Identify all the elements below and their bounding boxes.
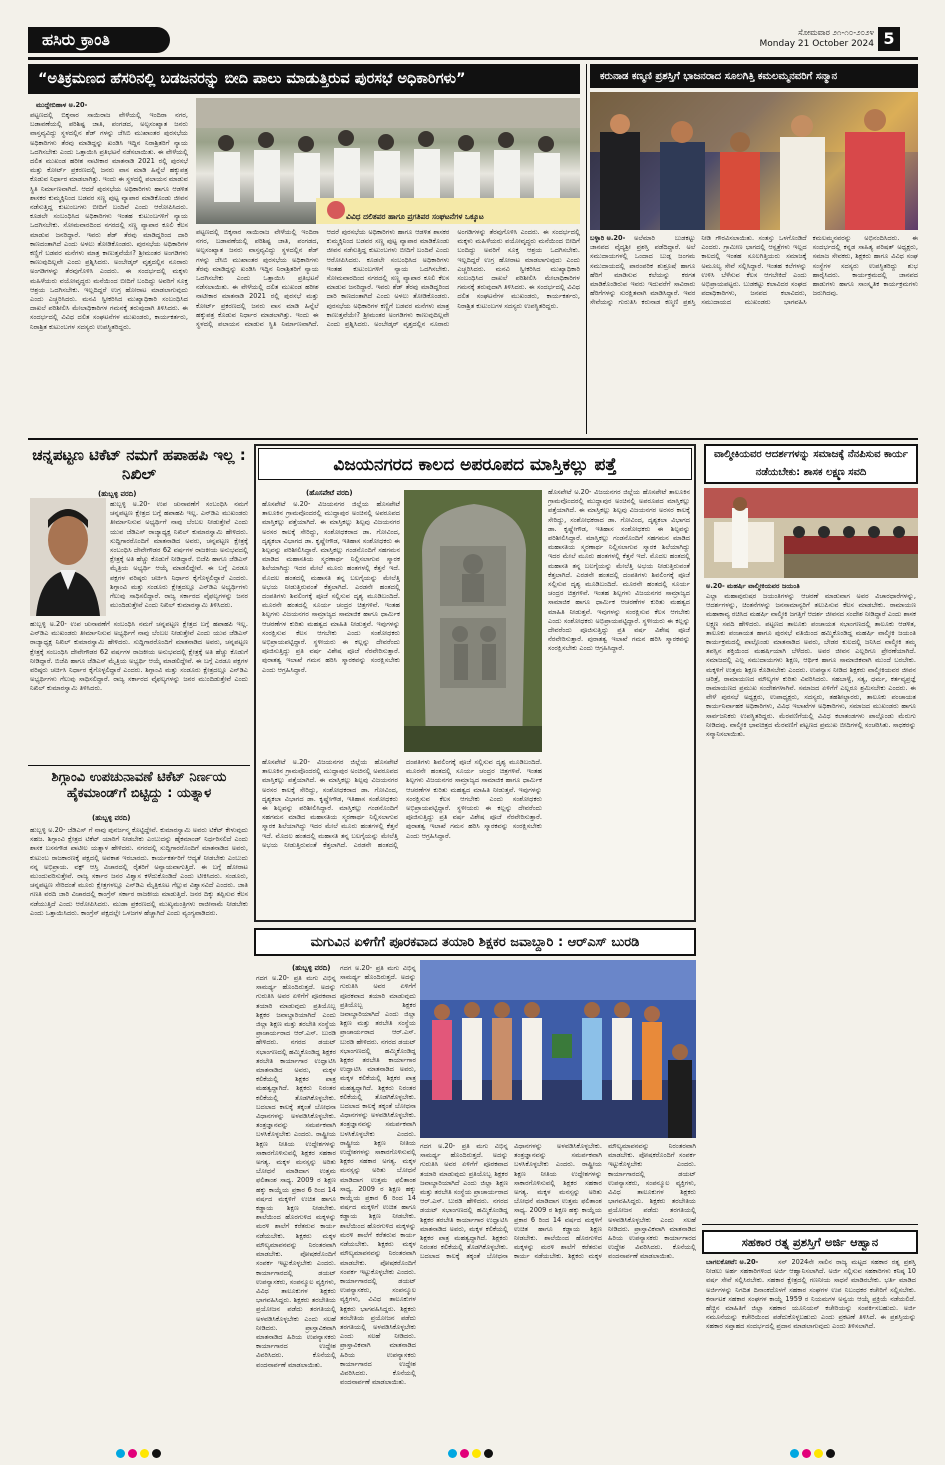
story5-photo <box>404 490 542 752</box>
hero-stone-photo <box>404 490 542 752</box>
black-registration-dot <box>484 1449 493 1458</box>
black-registration-dot <box>826 1449 835 1458</box>
story1-headline: “ಅತಿಕ್ರಮಣದ ಹೆಸರಿನಲ್ಲಿ ಬಡಜನರನ್ನು ಬೀದಿ ಪಾಲು ಮಾಡುತ್ತಿರುವ ಪುರಸಭೆ ಅಧಿಕಾರಿಗಳು” <box>28 64 580 94</box>
story3-divider <box>28 765 250 766</box>
story1-photo-caption: ವಿವಿಧ ದಲಿತಪರ ಹಾಗೂ ಪ್ರಗತಿಪರ ಸಂಘಟನೆಗಳ ಒಕ್ಕೂಟ <box>346 212 484 221</box>
story3-headline: ಚನ್ನಪಟ್ಟಣ ಟಿಕೆಟ್ ನಮಗೆ ಹಪಾಹಪಿ ಇಲ್ಲ : ನಿಖಿಲ್ <box>32 446 246 483</box>
story5-body-right: ಹೊಸಪೇಟೆ ಅ.20- ವಿಜಯನಗರ ಜಿಲ್ಲೆಯ ಹೊಸಪೇಟೆ ತಾಲೂಕಿನ ಗ್ರಾಮವೊಂದರಲ್ಲಿ ಮುದ್ದಾಪುರ ಅಂಚಿನಲ್ಲಿ ಅಪರೂಪದ ಮಾಸ್ತಿಕಲ್ಲು ಪತ್ತೆಯಾಗಿದೆ. ಈ ಮಾಸ್ತಿಕಲ್ಲು ಶಿಲ್ಪವು ವಿಜಯನಗರ ಅರಸರ ಕಾಲಕ್ಕೆ ಸೇರಿದ್ದು, ಸಂಶೋಧಕರಾದ ಡಾ. ಗೋವಿಂದ, ದೃಶ್ಯಕಲಾ ವಿಭಾಗದ ಡಾ. ಕೃಷ್ಣೇಗೌಡ, ಇತಿಹಾಸ ಸಂಶೋಧಕರು ಈ ಶಿಲ್ಪವನ್ನು ಪರಿಶೀಲಿಸಿದ್ದಾರೆ. ಮಾಸ್ತಿಕಲ್ಲು ಗಂಡನೊಂದಿಗೆ ಸಹಗಮನ ಮಾಡಿದ ಮಹಾಸತಿಯ ಸ್ಮರಣಾರ್ಥ ನಿಲ್ಲಿಸಲಾಗುವ ಸ್ಮಾರಕ ಶಿಲೆಯಾಗಿದ್ದು ಇದರ ಮೇಲೆ ಮೂರು ಹಂತಗಳಲ್ಲಿ ಕೆತ್ತನೆ ಇದೆ. ಮೊದಲ ಹಂತದಲ್ಲಿ ಮಹಾಸತಿ ತನ್ನ ಬಲಗೈಯನ್ನು ಮೇಲೆತ್ತಿ ಅಭಯ ನೀಡುತ್ತಿರುವಂತೆ ಕೆತ್ತಲಾಗಿದೆ. ಎರಡನೇ ಹಂತದಲ್ಲಿ ದಂಪತಿಗಳು ಶಿವಲಿಂಗಕ್ಕೆ ಪೂಜೆ ಸಲ್ಲಿಸುವ ದೃಶ್ಯ ಮೂಡಿಬಂದಿದೆ. ಮೂರನೇ ಹಂತದಲ್ಲಿ ಸೂರ್ಯ ಚಂದ್ರರ ಚಿತ್ರಗಳಿವೆ. ಇಂತಹ ಶಿಲ್ಪಗಳು ವಿಜಯನಗರ ಸಾಮ್ರಾಜ್ಯದ ಸಾಮಾಜಿಕ ಹಾಗೂ ಧಾರ್ಮಿಕ ಆಚರಣೆಗಳ ಕುರಿತು ಮಹತ್ವದ ಮಾಹಿತಿ ನೀಡುತ್ತವೆ. ಇವುಗಳನ್ನು ಸಂರಕ್ಷಿಸುವ ಕೆಲಸ ಆಗಬೇಕು ಎಂದು ಸಂಶೋಧಕರು ಅಭಿಪ್ರಾಯಪಟ್ಟಿದ್ದಾರೆ. ಸ್ಥಳೀಯರು ಈ ಕಲ್ಲನ್ನು ದೇವರೆಂದು ಪೂಜಿಸುತ್ತಿದ್ದು ಪ್ರತಿ ವರ್ಷ ವಿಶೇಷ ಪೂಜೆ ನೆರವೇರಿಸುತ್ತಾರೆ. ಪುರಾತತ್ವ ಇಲಾಖೆ ಗಮನ ಹರಿಸಿ ಸ್ಮಾರಕವನ್ನು ಸಂರಕ್ಷಿಸಬೇಕು ಎಂದು ಆಗ್ರಹಿಸಿದ್ದಾರೆ. <box>548 488 690 653</box>
registration-marks-right <box>790 1443 838 1462</box>
story1-body-col2: ಪಟ್ಟಣದಲ್ಲಿ ಬಿಕ್ಕನಾರ ಸಾಯಿರಾಜ ವೇಳೆಯಲ್ಲಿ ಇಂದಿರಾ ನಗರ, ಬಡಾವಣೆಯಲ್ಲಿ ಪರಿಶಿಷ್ಟ ಜಾತಿ, ಪಂಗಡದ, ಅಲ್ಪಸಂಖ್ಯಾತ ಜನರು ವಾಸ್ತವ್ಯವಿದ್ದು ಸ್ಥಳದಲ್ಲಿನ ಶೆಡ್ ಗಳನ್ನು ಜೆಸಿಬಿ ಮುಖಾಂತರ ಪುರಸಭೆಯ ಅಧಿಕಾರಿಗಳು ತೆರವು ಮಾಡಿದ್ದನ್ನು ಖಂಡಿಸಿ ಇದ್ದಿನ ನಿರಾಶ್ರಿತರಿಗೆ ನ್ಯಾಯ ಒದಗಿಸಬೇಕು ಎಂದು ಒತ್ತಾಯಿಸಿ ಪ್ರತಿಭಟನೆ ನಡೆಸಲಾಯಿತು. ಈ ವೇಳೆಯಲ್ಲಿ ದಲಿತ ಮುಖಂಡ ಹರೀಶ ನಾಟೀಕಾರ ಮಾತನಾಡಿ 2021 ರಲ್ಲಿ ಪುರಸಭೆ ಮತ್ತು ಕೋರ್ಟ್ ಪ್ರಕರಣದಲ್ಲಿ ಜನರು ವಾಸ ಮಾಡಿ ಹಿನ್ನೆಲೆ ಹಕ್ಕುಪತ್ರ ಕೊಡುವ ನಿರ್ಧಾರ ಮಾಡಲಾಗಿತ್ತು. ಇಂದು ಈ ಸ್ಥಳದಲ್ಲಿ ಪಲಾಯನ ಮಾಡುವ ಸ್ಥಿತಿ ನಿರ್ಮಾಣವಾಗಿದೆ. ಆದರೆ ಪುರಸಭೆಯ ಅಧಿಕಾರಿಗಳು ಹಾಗೂ ಆಡಳಿತ ಶಾಸಕರ ಕುಮ್ಮಕ್ಕಿನಿಂದ ಬಡವರ ಸಣ್ಣ ಪುಟ್ಟ ವ್ಯಾಪಾರ ಮಾಡಿಕೊಂಡು ಜೀವನ ನಡೆಸುತ್ತಿದ್ದ ಕುಟುಂಬಗಳು ಬೀದಿಗೆ ಬಂದಿವೆ ಎಂದು ಆರೋಪಿಸಿದರು. ಕೂಡಲೇ ಸಂಬಂಧಿಸಿದ ಅಧಿಕಾರಿಗಳು ಇಂತಹ ಕುಟುಂಬಗಳಿಗೆ ನ್ಯಾಯ ಒದಗಿಸಬೇಕು. ಸೋಮವಾರದಿಂದ ನಗರದಲ್ಲಿ ಸಣ್ಣ ವ್ಯಾಪಾರ ಕೂಲಿ ಕೆಲಸ ಮಾಡುವ ಜನರಿದ್ದಾರೆ. ಇವರು ಶೆಡ್ ತೆರವು ಮಾಡಿದ್ದರಿಂದ ದಾರಿ ಕಾಣದಂತಾಗಿದೆ ಎಂದು ಅಳಲು ತೋಡಿಕೊಂಡರು. ಪುರಸಭೆಯ ಅಧಿಕಾರಿಗಳ ಕಣ್ಣಿಗೆ ಬಡವರ ಮನೆಗಳು ಮಾತ್ರ ಕಾಣುತ್ತವೆಯೇ? ಶ್ರೀಮಂತರ ಅಂಗಡಿಗಳು ಕಾಣುವುದಿಲ್ಲವೇ ಎಂದು ಪ್ರಶ್ನಿಸಿದರು. ಅಂಬೇಡ್ಕರ್ ವೃತ್ತದಲ್ಲಿನ ನೂರಾರು ಅಂಗಡಿಗಳನ್ನು ತೆರವುಗೊಳಿಸಿ ಎಂದರು. ಈ ಸಂದರ್ಭದಲ್ಲಿ ಮಕ್ಕಳು ಮಹಿಳೆಯರು ವಯೋವೃದ್ಧರು ಮನೆಯಿಂದ ಬೀದಿಗೆ ಬಂದಿದ್ದು ಅವರಿಗೆ ಸೂಕ್ತ ಆಶ್ರಯ ಒದಗಿಸಬೇಕು. ಇಲ್ಲದಿದ್ದರೆ ಉಗ್ರ ಹೋರಾಟ ಮಾಡಲಾಗುವುದು ಎಂದು ಎಚ್ಚರಿಸಿದರು. ಮನವಿ ಸ್ವೀಕರಿಸಿದ ಮುಖ್ಯಾಧಿಕಾರಿ ಸಂಬಂಧಿಸಿದ ದಾಖಲೆ ಪರಿಶೀಲಿಸಿ ಮೇಲಾಧಿಕಾರಿಗಳ ಗಮನಕ್ಕೆ ತರುವುದಾಗಿ ತಿಳಿಸಿದರು. ಈ ಸಂದರ್ಭದಲ್ಲಿ ವಿವಿಧ ದಲಿತ ಸಂಘಟನೆಗಳ ಮುಖಂಡರು, ಕಾರ್ಯಕರ್ತರು, ನಿರಾಶ್ರಿತ ಕುಟುಂಬಗಳ ಸದಸ್ಯರು ಉಪಸ್ಥಿತರಿದ್ದರು. <box>196 228 580 329</box>
story5-byline: (ಹೊಸಪೇಟೆ ವರದಿ) <box>306 489 353 497</box>
story5-headline: ವಿಜಯನಗರದ ಕಾಲದ ಅಪರೂಪದ ಮಾಸ್ತಿಕಲ್ಲು ಪತ್ತೆ <box>258 448 692 480</box>
story7-byline: (ಹುಬ್ಬಳ್ಳಿ ವರದಿ) <box>292 964 331 972</box>
story6-headline: ವಾಲ್ಮೀಕಿಯವರ ಆದರ್ಶಗಳನ್ನು ಸಮಾಜಕ್ಕೆ ನೆನಪಿಸುವ ಕಾರ್ಯ ನಡೆಯಬೇಕು: ಶಾಸಕ ಲಕ್ಷ್ಮಣ ಸವದಿ <box>704 444 918 484</box>
registration-marks-center <box>448 1443 496 1462</box>
magenta-registration-dot <box>128 1449 137 1458</box>
yellow-registration-dot <box>140 1449 149 1458</box>
story8-body: ಸನ್ 2024ನೇ ಸಾಲಿನ ರಾಜ್ಯ ಮಟ್ಟದ ಸಹಕಾರ ರತ್ನ ಪ್ರಶಸ್ತಿ ನೀಡಲು ಅರ್ಹ ಸಹಕಾರಿಗಳಿಂದ ಅರ್ಜಿ ಆಹ್ವಾನಿಸಲಾಗಿದೆ. ಅರ್ಜಿ ಸಲ್ಲಿಸುವ ಸಹಕಾರಿಗಳು ಕನಿಷ್ಠ 10 ವರ್ಷ ಸೇವೆ ಸಲ್ಲಿಸಿರಬೇಕು. ಸಹಕಾರ ಕ್ಷೇತ್ರದಲ್ಲಿ ಗಣನೀಯ ಸಾಧನೆ ಮಾಡಿರಬೇಕು. ಭರ್ತಿ ಮಾಡಿದ ಅರ್ಜಿಗಳನ್ನು ನಿಗದಿತ ದಿನಾಂಕದೊಳಗೆ ಸಹಕಾರ ಸಂಘಗಳ ಉಪ ನಿಬಂಧಕರ ಕಚೇರಿಗೆ ಸಲ್ಲಿಸಬೇಕು. ಕರ್ನಾಟಕ ಸಹಕಾರ ಸಂಘಗಳ ಕಾಯ್ದೆ 1959 ರ ನಿಯಮಗಳ ಅನ್ವಯ ಆಯ್ಕೆ ಪ್ರಕ್ರಿಯೆ ನಡೆಯಲಿದೆ. ಹೆಚ್ಚಿನ ಮಾಹಿತಿಗೆ ಜಿಲ್ಲಾ ಸಹಕಾರ ಯೂನಿಯನ್ ಕಚೇರಿಯನ್ನು ಸಂಪರ್ಕಿಸಬಹುದು. ಅರ್ಜಿ ನಮೂನೆಯನ್ನು ಕಚೇರಿಯಿಂದ ಪಡೆದುಕೊಳ್ಳಬಹುದು ಎಂದು ಪ್ರಕಟಣೆ ತಿಳಿಸಿದೆ. ಈ ಪ್ರಶಸ್ತಿಯನ್ನು ಸಹಕಾರ ಸಪ್ತಾಹದ ಸಂದರ್ಭದಲ್ಲಿ ಪ್ರದಾನ ಮಾಡಲಾಗುವುದು ಎಂದು ತಿಳಿಸಲಾಗಿದೆ. <box>706 1258 916 1331</box>
masthead <box>28 27 918 60</box>
column-divider <box>586 64 587 434</box>
cyan-registration-dot <box>790 1449 799 1458</box>
page-number: 5 <box>878 27 900 51</box>
story6-photo <box>704 488 918 578</box>
story7-body-col2: ಗದಗ ಅ.20- ಪ್ರತಿ ಮಗು ವಿಭಿನ್ನ ಸಾಮರ್ಥ್ಯ ಹೊಂದಿರುತ್ತದೆ. ಅದನ್ನು ಗುರುತಿಸಿ ಅವರ ಏಳಿಗೆಗೆ ಪೂರಕವಾದ ತಯಾರಿ ಮಾಡುವುದು ಪ್ರತಿಯೊಬ್ಬ ಶಿಕ್ಷಕರ ಜವಾಬ್ದಾರಿಯಾಗಿದೆ ಎಂದು ಜಿಲ್ಲಾ ಶಿಕ್ಷಣ ಮತ್ತು ತರಬೇತಿ ಸಂಸ್ಥೆಯ ಪ್ರಾಚಾರ್ಯರಾದ ಆರ್.ಎಸ್. ಬುರಡಿ ಹೇಳಿದರು. ನಗರದ ಡಯಟ್ ಸಭಾಂಗಣದಲ್ಲಿ ಹಮ್ಮಿಕೊಂಡಿದ್ದ ಶಿಕ್ಷಕರ ತರಬೇತಿ ಕಾರ್ಯಾಗಾರ ಉದ್ಘಾಟಿಸಿ ಮಾತನಾಡಿದ ಅವರು, ಮಕ್ಕಳ ಕಲಿಕೆಯಲ್ಲಿ ಶಿಕ್ಷಕರ ಪಾತ್ರ ಮಹತ್ವದ್ದಾಗಿದೆ. ಶಿಕ್ಷಕರು ನಿರಂತರ ಕಲಿಕೆಯಲ್ಲಿ ತೊಡಗಿಕೊಳ್ಳಬೇಕು. ಬದಲಾದ ಕಾಲಕ್ಕೆ ತಕ್ಕಂತೆ ಬೋಧನಾ ವಿಧಾನಗಳನ್ನು ಅಳವಡಿಸಿಕೊಳ್ಳಬೇಕು. ತಂತ್ರಜ್ಞಾನವನ್ನು ಸಮರ್ಪಕವಾಗಿ ಬಳಸಿಕೊಳ್ಳಬೇಕು ಎಂದರು. ರಾಷ್ಟ್ರೀಯ ಶಿಕ್ಷಣ ನೀತಿಯ ಉದ್ದೇಶಗಳನ್ನು ಸಾಕಾರಗೊಳಿಸುವಲ್ಲಿ ಶಿಕ್ಷಕರ ಸಹಕಾರ ಅಗತ್ಯ. ಮಕ್ಕಳ ಮನಸ್ಸನ್ನು ಅರಿತು ಬೋಧನೆ ಮಾಡಿದಾಗ ಉತ್ತಮ ಫಲಿತಾಂಶ ಸಾಧ್ಯ. 2009 ರ ಶಿಕ್ಷಣ ಹಕ್ಕು ಕಾಯ್ದೆಯ ಪ್ರಕಾರ 6 ರಿಂದ 14 ವರ್ಷದ ಮಕ್ಕಳಿಗೆ ಉಚಿತ ಹಾಗೂ ಕಡ್ಡಾಯ ಶಿಕ್ಷಣ ನೀಡಬೇಕು. ಶಾಲೆಯಿಂದ ಹೊರಗುಳಿದ ಮಕ್ಕಳನ್ನು ಮರಳಿ ಶಾಲೆಗೆ ಕರೆತರುವ ಕಾರ್ಯ ನಡೆಯಬೇಕು. ಶಿಕ್ಷಕರು ಮಕ್ಕಳ ಮೌಲ್ಯಮಾಪನವನ್ನು ನಿರಂತರವಾಗಿ ಮಾಡಬೇಕು. ಪೋಷಕರೊಂದಿಗೆ ಸಂಪರ್ಕ ಇಟ್ಟುಕೊಳ್ಳಬೇಕು ಎಂದರು. ಕಾರ್ಯಾಗಾರದಲ್ಲಿ ಡಯಟ್ ಉಪನ್ಯಾಸಕರು, ಸಂಪನ್ಮೂಲ ವ್ಯಕ್ತಿಗಳು, ವಿವಿಧ ತಾಲೂಕುಗಳ ಶಿಕ್ಷಕರು ಭಾಗವಹಿಸಿದ್ದರು. ಶಿಕ್ಷಕರು ತರಬೇತಿಯ ಪ್ರಯೋಜನ ಪಡೆದು ತರಗತಿಯಲ್ಲಿ ಅಳವಡಿಸಿಕೊಳ್ಳಬೇಕು ಎಂದು ಸಲಹೆ ನೀಡಿದರು. ಪ್ರಾಸ್ತಾವಿಕವಾಗಿ ಮಾತನಾಡಿದ ಹಿರಿಯ ಉಪನ್ಯಾಸಕರು ಕಾರ್ಯಾಗಾರದ ಉದ್ದೇಶ ವಿವರಿಸಿದರು. ಕೊನೆಯಲ್ಲಿ ವಂದನಾರ್ಪಣೆ ಮಾಡಲಾಯಿತು. <box>340 964 416 1387</box>
nikhil-portrait-photo <box>30 498 106 616</box>
story6-dateline: ಅ.20- ಮಹರ್ಷಿ ವಾಲ್ಮೀಕಿಯವರ ಜಯಂತಿ <box>706 582 800 590</box>
story3-body-b: ಹುಬ್ಬಳ್ಳಿ ಅ.20- ಉಪ ಚುನಾವಣೆಗೆ ಸಂಬಂಧಿಸಿ ನಮಗೆ ಚನ್ನಪಟ್ಟಣ ಕ್ಷೇತ್ರದ ಬಗ್ಗೆ ಹಪಾಹಪಿ ಇಲ್ಲ. ಎನ್‌ಡಿಎ ಮುಖಂಡರು ತೀರ್ಮಾನಿಸುವ ಅಭ್ಯರ್ಥಿಗೆ ನಾವು ಬೆಂಬಲ ನೀಡುತ್ತೇವೆ ಎಂದು ಯುವ ಜೆಡಿಎಸ್ ರಾಜ್ಯಾಧ್ಯಕ್ಷ ನಿಖಿಲ್ ಕುಮಾರಸ್ವಾಮಿ ಹೇಳಿದರು. ಸುದ್ದಿಗಾರರೊಂದಿಗೆ ಮಾತನಾಡಿದ ಅವರು, ಚನ್ನಪಟ್ಟಣ ಕ್ಷೇತ್ರಕ್ಕೆ ಸಂಬಂಧಿಸಿ ದೇವೇಗೌಡರ 62 ವರ್ಷಗಳ ರಾಜಕೀಯ ಅನುಭವದಲ್ಲಿ ಕ್ಷೇತ್ರಕ್ಕೆ ಅತಿ ಹೆಚ್ಚು ಕೊಡುಗೆ ನೀಡಿದ್ದಾರೆ. ಬಿಜೆಪಿ ಹಾಗೂ ಜೆಡಿಎಸ್ ಮೈತ್ರಿಯ ಅಭ್ಯರ್ಥಿ ಆಯ್ಕೆ ಮಾಡಲಿದ್ದೇವೆ. ಈ ಬಗ್ಗೆ ಎರಡೂ ಪಕ್ಷಗಳ ವರಿಷ್ಠರು ಚರ್ಚಿಸಿ ನಿರ್ಧಾರ ಕೈಗೊಳ್ಳಲಿದ್ದಾರೆ ಎಂದರು. ಶಿಗ್ಗಾಂವಿ ಮತ್ತು ಸಂಡೂರು ಕ್ಷೇತ್ರದಲ್ಲೂ ಎನ್‌ಡಿಎ ಅಭ್ಯರ್ಥಿಗಳು ಗೆಲುವು ಸಾಧಿಸಲಿದ್ದಾರೆ. ರಾಜ್ಯ ಸರ್ಕಾರದ ವೈಫಲ್ಯಗಳನ್ನು ಜನರ ಮುಂದಿಡುತ್ತೇವೆ ಎಂದು ನಿಖಿಲ್ ಕುಮಾರಸ್ವಾಮಿ ತಿಳಿಸಿದರು. <box>30 620 248 693</box>
story4-headline: ಶಿಗ್ಗಾಂವಿ ಉಪಚುನಾವಣೆ ಟಿಕೆಟ್ ನಿರ್ಣಯ ಹೈಕಮಾಂಡ್‌ಗೆ ಬಿಟ್ಟಿದ್ದು : ಯತ್ನಾಳ <box>51 770 227 802</box>
story7-photo <box>420 960 696 1138</box>
cyan-registration-dot <box>448 1449 457 1458</box>
story3-portrait <box>30 498 106 616</box>
story1-dateline: ಮುದ್ದೇಬಿಹಾಳ ಅ.20- <box>36 101 88 109</box>
date-english: Monday 21 October 2024 <box>759 39 874 49</box>
award-ceremony-photo <box>590 92 918 230</box>
yellow-registration-dot <box>472 1449 481 1458</box>
valmiki-jayanti-stage-photo <box>704 488 918 578</box>
story8-dateline: ಬಾಗಲಕೋಟೆ: ಅ.20- <box>706 1258 759 1266</box>
story2-body: ಅಲೆಮಾರಿ ಬುಡಕಟ್ಟು ಜಾನಪದ ವೈದ್ಯಶ್ರೀ ಪ್ರಶಸ್ತಿ ಪಡೆದಿದ್ದಾರೆ. ಅಲೆ ಸಮುದಾಯಗಳಲ್ಲಿ ಒಂದಾದ ಬುಡ್ಗ ಜಂಗಮ ಸಮುದಾಯದಲ್ಲಿ ಪಾರಂಪರಿಕ ಶುಶ್ರೂಷೆ ಹಾಗೂ ಹೆರಿಗೆ ಮಾಡಿಸುವ ಕಲೆಯನ್ನು ಕರಗತ ಮಾಡಿಕೊಂಡಿರುವ ಇವರು ಇದುವರೆಗೆ ಸಾವಿರಾರು ಹೆರಿಗೆಗಳನ್ನು ಸುರಕ್ಷಿತವಾಗಿ ಮಾಡಿಸಿದ್ದಾರೆ. ಇವರ ಸೇವೆಯನ್ನು ಗುರುತಿಸಿ ಕರುನಾಡ ಕಣ್ಮಣಿ ಪ್ರಶಸ್ತಿ ನೀಡಿ ಗೌರವಿಸಲಾಯಿತು. ಸಂತಸ್ತು ಒಳಗೊಂಡಿದೆ ಎಂದರು. ಗ್ರಾಮೀಣ ಭಾಗದಲ್ಲಿ ಆಸ್ಪತ್ರೆಗಳು ಇಲ್ಲದ ಕಾಲದಲ್ಲಿ ಇಂತಹ ಸೂಲಗಿತ್ತಿಯರು ಸಮಾಜಕ್ಕೆ ಅಮೂಲ್ಯ ಸೇವೆ ಸಲ್ಲಿಸಿದ್ದಾರೆ. ಇಂತಹ ಕಲೆಗಳನ್ನು ಉಳಿಸಿ ಬೆಳೆಸುವ ಕೆಲಸ ಆಗಬೇಕಿದೆ ಎಂದು ಅಭಿಪ್ರಾಯಪಟ್ಟರು. ಬುಡಕಟ್ಟು ಕಲಾವಿದರ ಸಂಘದ ಪದಾಧಿಕಾರಿಗಳು, ಜನಪದ ಕಲಾವಿದರು, ಸಮುದಾಯದ ಮುಖಂಡರು ಭಾಗವಹಿಸಿ ಕಮಲಮ್ಮನವರನ್ನು ಅಭಿನಂದಿಸಿದರು. ಈ ಸಂದರ್ಭದಲ್ಲಿ ಕನ್ನಡ ಸಾಹಿತ್ಯ ಪರಿಷತ್ ಅಧ್ಯಕ್ಷರು, ಸಮಾಜ ಸೇವಕರು, ಶಿಕ್ಷಕರು ಹಾಗೂ ವಿವಿಧ ಸಂಘ ಸಂಸ್ಥೆಗಳ ಸದಸ್ಯರು ಉಪಸ್ಥಿತರಿದ್ದು ಶುಭ ಹಾರೈಸಿದರು. ಕಾರ್ಯಕ್ರಮದಲ್ಲಿ ಜಾನಪದ ಹಾಡುಗಳು ಹಾಗೂ ಸಾಂಸ್ಕೃತಿಕ ಕಾರ್ಯಕ್ರಮಗಳು ಜರುಗಿದವು. <box>590 234 918 307</box>
story1-photo <box>196 98 580 224</box>
story5-body-left: ಹೊಸಪೇಟೆ ಅ.20- ವಿಜಯನಗರ ಜಿಲ್ಲೆಯ ಹೊಸಪೇಟೆ ತಾಲೂಕಿನ ಗ್ರಾಮವೊಂದರಲ್ಲಿ ಮುದ್ದಾಪುರ ಅಂಚಿನಲ್ಲಿ ಅಪರೂಪದ ಮಾಸ್ತಿಕಲ್ಲು ಪತ್ತೆಯಾಗಿದೆ. ಈ ಮಾಸ್ತಿಕಲ್ಲು ಶಿಲ್ಪವು ವಿಜಯನಗರ ಅರಸರ ಕಾಲಕ್ಕೆ ಸೇರಿದ್ದು, ಸಂಶೋಧಕರಾದ ಡಾ. ಗೋವಿಂದ, ದೃಶ್ಯಕಲಾ ವಿಭಾಗದ ಡಾ. ಕೃಷ್ಣೇಗೌಡ, ಇತಿಹಾಸ ಸಂಶೋಧಕರು ಈ ಶಿಲ್ಪವನ್ನು ಪರಿಶೀಲಿಸಿದ್ದಾರೆ. ಮಾಸ್ತಿಕಲ್ಲು ಗಂಡನೊಂದಿಗೆ ಸಹಗಮನ ಮಾಡಿದ ಮಹಾಸತಿಯ ಸ್ಮರಣಾರ್ಥ ನಿಲ್ಲಿಸಲಾಗುವ ಸ್ಮಾರಕ ಶಿಲೆಯಾಗಿದ್ದು ಇದರ ಮೇಲೆ ಮೂರು ಹಂತಗಳಲ್ಲಿ ಕೆತ್ತನೆ ಇದೆ. ಮೊದಲ ಹಂತದಲ್ಲಿ ಮಹಾಸತಿ ತನ್ನ ಬಲಗೈಯನ್ನು ಮೇಲೆತ್ತಿ ಅಭಯ ನೀಡುತ್ತಿರುವಂತೆ ಕೆತ್ತಲಾಗಿದೆ. ಎರಡನೇ ಹಂತದಲ್ಲಿ ದಂಪತಿಗಳು ಶಿವಲಿಂಗಕ್ಕೆ ಪೂಜೆ ಸಲ್ಲಿಸುವ ದೃಶ್ಯ ಮೂಡಿಬಂದಿದೆ. ಮೂರನೇ ಹಂತದಲ್ಲಿ ಸೂರ್ಯ ಚಂದ್ರರ ಚಿತ್ರಗಳಿವೆ. ಇಂತಹ ಶಿಲ್ಪಗಳು ವಿಜಯನಗರ ಸಾಮ್ರಾಜ್ಯದ ಸಾಮಾಜಿಕ ಹಾಗೂ ಧಾರ್ಮಿಕ ಆಚರಣೆಗಳ ಕುರಿತು ಮಹತ್ವದ ಮಾಹಿತಿ ನೀಡುತ್ತವೆ. ಇವುಗಳನ್ನು ಸಂರಕ್ಷಿಸುವ ಕೆಲಸ ಆಗಬೇಕು ಎಂದು ಸಂಶೋಧಕರು ಅಭಿಪ್ರಾಯಪಟ್ಟಿದ್ದಾರೆ. ಸ್ಥಳೀಯರು ಈ ಕಲ್ಲನ್ನು ದೇವರೆಂದು ಪೂಜಿಸುತ್ತಿದ್ದು ಪ್ರತಿ ವರ್ಷ ವಿಶೇಷ ಪೂಜೆ ನೆರವೇರಿಸುತ್ತಾರೆ. ಪುರಾತತ್ವ ಇಲಾಖೆ ಗಮನ ಹರಿಸಿ ಸ್ಮಾರಕವನ್ನು ಸಂರಕ್ಷಿಸಬೇಕು ಎಂದು ಆಗ್ರಹಿಸಿದ್ದಾರೆ. <box>262 500 400 674</box>
story2-photo <box>590 92 918 230</box>
yellow-registration-dot <box>814 1449 823 1458</box>
story1-body-col1: ಪಟ್ಟಣದಲ್ಲಿ ಬಿಕ್ಕನಾರ ಸಾಯಿರಾಜ ವೇಳೆಯಲ್ಲಿ ಇಂದಿರಾ ನಗರ, ಬಡಾವಣೆಯಲ್ಲಿ ಪರಿಶಿಷ್ಟ ಜಾತಿ, ಪಂಗಡದ, ಅಲ್ಪಸಂಖ್ಯಾತ ಜನರು ವಾಸ್ತವ್ಯವಿದ್ದು ಸ್ಥಳದಲ್ಲಿನ ಶೆಡ್ ಗಳನ್ನು ಜೆಸಿಬಿ ಮುಖಾಂತರ ಪುರಸಭೆಯ ಅಧಿಕಾರಿಗಳು ತೆರವು ಮಾಡಿದ್ದನ್ನು ಖಂಡಿಸಿ ಇದ್ದಿನ ನಿರಾಶ್ರಿತರಿಗೆ ನ್ಯಾಯ ಒದಗಿಸಬೇಕು ಎಂದು ಒತ್ತಾಯಿಸಿ ಪ್ರತಿಭಟನೆ ನಡೆಸಲಾಯಿತು. ಈ ವೇಳೆಯಲ್ಲಿ ದಲಿತ ಮುಖಂಡ ಹರೀಶ ನಾಟೀಕಾರ ಮಾತನಾಡಿ 2021 ರಲ್ಲಿ ಪುರಸಭೆ ಮತ್ತು ಕೋರ್ಟ್ ಪ್ರಕರಣದಲ್ಲಿ ಜನರು ವಾಸ ಮಾಡಿ ಹಿನ್ನೆಲೆ ಹಕ್ಕುಪತ್ರ ಕೊಡುವ ನಿರ್ಧಾರ ಮಾಡಲಾಗಿತ್ತು. ಇಂದು ಈ ಸ್ಥಳದಲ್ಲಿ ಪಲಾಯನ ಮಾಡುವ ಸ್ಥಿತಿ ನಿರ್ಮಾಣವಾಗಿದೆ. ಆದರೆ ಪುರಸಭೆಯ ಅಧಿಕಾರಿಗಳು ಹಾಗೂ ಆಡಳಿತ ಶಾಸಕರ ಕುಮ್ಮಕ್ಕಿನಿಂದ ಬಡವರ ಸಣ್ಣ ಪುಟ್ಟ ವ್ಯಾಪಾರ ಮಾಡಿಕೊಂಡು ಜೀವನ ನಡೆಸುತ್ತಿದ್ದ ಕುಟುಂಬಗಳು ಬೀದಿಗೆ ಬಂದಿವೆ ಎಂದು ಆರೋಪಿಸಿದರು. ಕೂಡಲೇ ಸಂಬಂಧಿಸಿದ ಅಧಿಕಾರಿಗಳು ಇಂತಹ ಕುಟುಂಬಗಳಿಗೆ ನ್ಯಾಯ ಒದಗಿಸಬೇಕು. ಸೋಮವಾರದಿಂದ ನಗರದಲ್ಲಿ ಸಣ್ಣ ವ್ಯಾಪಾರ ಕೂಲಿ ಕೆಲಸ ಮಾಡುವ ಜನರಿದ್ದಾರೆ. ಇವರು ಶೆಡ್ ತೆರವು ಮಾಡಿದ್ದರಿಂದ ದಾರಿ ಕಾಣದಂತಾಗಿದೆ ಎಂದು ಅಳಲು ತೋಡಿಕೊಂಡರು. ಪುರಸಭೆಯ ಅಧಿಕಾರಿಗಳ ಕಣ್ಣಿಗೆ ಬಡವರ ಮನೆಗಳು ಮಾತ್ರ ಕಾಣುತ್ತವೆಯೇ? ಶ್ರೀಮಂತರ ಅಂಗಡಿಗಳು ಕಾಣುವುದಿಲ್ಲವೇ ಎಂದು ಪ್ರಶ್ನಿಸಿದರು. ಅಂಬೇಡ್ಕರ್ ವೃತ್ತದಲ್ಲಿನ ನೂರಾರು ಅಂಗಡಿಗಳನ್ನು ತೆರವುಗೊಳಿಸಿ ಎಂದರು. ಈ ಸಂದರ್ಭದಲ್ಲಿ ಮಕ್ಕಳು ಮಹಿಳೆಯರು ವಯೋವೃದ್ಧರು ಮನೆಯಿಂದ ಬೀದಿಗೆ ಬಂದಿದ್ದು ಅವರಿಗೆ ಸೂಕ್ತ ಆಶ್ರಯ ಒದಗಿಸಬೇಕು. ಇಲ್ಲದಿದ್ದರೆ ಉಗ್ರ ಹೋರಾಟ ಮಾಡಲಾಗುವುದು ಎಂದು ಎಚ್ಚರಿಸಿದರು. ಮನವಿ ಸ್ವೀಕರಿಸಿದ ಮುಖ್ಯಾಧಿಕಾರಿ ಸಂಬಂಧಿಸಿದ ದಾಖಲೆ ಪರಿಶೀಲಿಸಿ ಮೇಲಾಧಿಕಾರಿಗಳ ಗಮನಕ್ಕೆ ತರುವುದಾಗಿ ತಿಳಿಸಿದರು. ಈ ಸಂದರ್ಭದಲ್ಲಿ ವಿವಿಧ ದಲಿತ ಸಂಘಟನೆಗಳ ಮುಖಂಡರು, ಕಾರ್ಯಕರ್ತರು, ನಿರಾಶ್ರಿತ ಕುಟುಂಬಗಳ ಸದಸ್ಯರು ಉಪಸ್ಥಿತರಿದ್ದರು. <box>30 111 188 331</box>
date-kannada: ಸೋಮವಾರ ೨೧-೧೦-೨೦೨೪ <box>798 28 874 37</box>
teacher-training-photo <box>420 960 696 1138</box>
story5-body-bottom: ಹೊಸಪೇಟೆ ಅ.20- ವಿಜಯನಗರ ಜಿಲ್ಲೆಯ ಹೊಸಪೇಟೆ ತಾಲೂಕಿನ ಗ್ರಾಮವೊಂದರಲ್ಲಿ ಮುದ್ದಾಪುರ ಅಂಚಿನಲ್ಲಿ ಅಪರೂಪದ ಮಾಸ್ತಿಕಲ್ಲು ಪತ್ತೆಯಾಗಿದೆ. ಈ ಮಾಸ್ತಿಕಲ್ಲು ಶಿಲ್ಪವು ವಿಜಯನಗರ ಅರಸರ ಕಾಲಕ್ಕೆ ಸೇರಿದ್ದು, ಸಂಶೋಧಕರಾದ ಡಾ. ಗೋವಿಂದ, ದೃಶ್ಯಕಲಾ ವಿಭಾಗದ ಡಾ. ಕೃಷ್ಣೇಗೌಡ, ಇತಿಹಾಸ ಸಂಶೋಧಕರು ಈ ಶಿಲ್ಪವನ್ನು ಪರಿಶೀಲಿಸಿದ್ದಾರೆ. ಮಾಸ್ತಿಕಲ್ಲು ಗಂಡನೊಂದಿಗೆ ಸಹಗಮನ ಮಾಡಿದ ಮಹಾಸತಿಯ ಸ್ಮರಣಾರ್ಥ ನಿಲ್ಲಿಸಲಾಗುವ ಸ್ಮಾರಕ ಶಿಲೆಯಾಗಿದ್ದು ಇದರ ಮೇಲೆ ಮೂರು ಹಂತಗಳಲ್ಲಿ ಕೆತ್ತನೆ ಇದೆ. ಮೊದಲ ಹಂತದಲ್ಲಿ ಮಹಾಸತಿ ತನ್ನ ಬಲಗೈಯನ್ನು ಮೇಲೆತ್ತಿ ಅಭಯ ನೀಡುತ್ತಿರುವಂತೆ ಕೆತ್ತಲಾಗಿದೆ. ಎರಡನೇ ಹಂತದಲ್ಲಿ ದಂಪತಿಗಳು ಶಿವಲಿಂಗಕ್ಕೆ ಪೂಜೆ ಸಲ್ಲಿಸುವ ದೃಶ್ಯ ಮೂಡಿಬಂದಿದೆ. ಮೂರನೇ ಹಂತದಲ್ಲಿ ಸೂರ್ಯ ಚಂದ್ರರ ಚಿತ್ರಗಳಿವೆ. ಇಂತಹ ಶಿಲ್ಪಗಳು ವಿಜಯನಗರ ಸಾಮ್ರಾಜ್ಯದ ಸಾಮಾಜಿಕ ಹಾಗೂ ಧಾರ್ಮಿಕ ಆಚರಣೆಗಳ ಕುರಿತು ಮಹತ್ವದ ಮಾಹಿತಿ ನೀಡುತ್ತವೆ. ಇವುಗಳನ್ನು ಸಂರಕ್ಷಿಸುವ ಕೆಲಸ ಆಗಬೇಕು ಎಂದು ಸಂಶೋಧಕರು ಅಭಿಪ್ರಾಯಪಟ್ಟಿದ್ದಾರೆ. ಸ್ಥಳೀಯರು ಈ ಕಲ್ಲನ್ನು ದೇವರೆಂದು ಪೂಜಿಸುತ್ತಿದ್ದು ಪ್ರತಿ ವರ್ಷ ವಿಶೇಷ ಪೂಜೆ ನೆರವೇರಿಸುತ್ತಾರೆ. ಪುರಾತತ್ವ ಇಲಾಖೆ ಗಮನ ಹರಿಸಿ ಸ್ಮಾರಕವನ್ನು ಸಂರಕ್ಷಿಸಬೇಕು ಎಂದು ಆಗ್ರಹಿಸಿದ್ದಾರೆ. <box>262 758 542 849</box>
story4-body: ಹುಬ್ಬಳ್ಳಿ ಅ.20- ಜೆಡಿಎಸ್ ಗೆ ನಾವು ಪುನರ್ಜನ್ಮ ಕೊಟ್ಟಿದ್ದೇವೆ. ಕುಮಾರಸ್ವಾಮಿ ಅವರು ಟಿಕೆಟ್ ಕೇಳುವುದು ಸಹಜ. ಶಿಗ್ಗಾಂವಿ ಕ್ಷೇತ್ರದ ಟಿಕೆಟ್ ಯಾರಿಗೆ ನೀಡಬೇಕು ಎಂಬುದನ್ನು ಹೈಕಮಾಂಡ್ ನಿರ್ಧರಿಸಲಿದೆ ಎಂದು ಶಾಸಕ ಬಸನಗೌಡ ಪಾಟೀಲ ಯತ್ನಾಳ ಹೇಳಿದರು. ನಗರದಲ್ಲಿ ಸುದ್ದಿಗಾರರೊಂದಿಗೆ ಮಾತನಾಡಿದ ಅವರು, ಕುಟುಂಬ ರಾಜಕಾರಣಕ್ಕೆ ಪಕ್ಷದಲ್ಲಿ ಅವಕಾಶ ಇರಬಾರದು. ಕಾರ್ಯಕರ್ತರಿಗೆ ಆದ್ಯತೆ ನೀಡಬೇಕು ಎಂಬುದು ನನ್ನ ಅಭಿಪ್ರಾಯ. ವಕ್ಫ್ ಆಸ್ತಿ ವಿಚಾರದಲ್ಲಿ ರೈತರಿಗೆ ಅನ್ಯಾಯವಾಗುತ್ತಿದೆ. ಈ ಬಗ್ಗೆ ಹೋರಾಟ ಮುಂದುವರಿಸುತ್ತೇವೆ. ರಾಜ್ಯ ಸರ್ಕಾರ ಜನರ ವಿಶ್ವಾಸ ಕಳೆದುಕೊಂಡಿದೆ ಎಂದು ಟೀಕಿಸಿದರು. ಸಂಡೂರು, ಚನ್ನಪಟ್ಟಣ ಸೇರಿದಂತೆ ಮೂರು ಕ್ಷೇತ್ರಗಳಲ್ಲೂ ಎನ್‌ಡಿಎ ಮೈತ್ರಿಕೂಟ ಗೆಲ್ಲುವ ವಿಶ್ವಾಸವಿದೆ ಎಂದರು. ಜಾತಿ ಗಣತಿ ವರದಿ ಜಾರಿ ವಿಚಾರದಲ್ಲಿ ಕಾಂಗ್ರೆಸ್ ಸರ್ಕಾರ ರಾಜಕೀಯ ಮಾಡುತ್ತಿದೆ. ಜನರ ದಿಕ್ಕು ತಪ್ಪಿಸುವ ಕೆಲಸ ನಡೆಯುತ್ತಿದೆ ಎಂದು ಆರೋಪಿಸಿದರು. ಮುಡಾ ಪ್ರಕರಣದಲ್ಲಿ ಮುಖ್ಯಮಂತ್ರಿಗಳು ರಾಜೀನಾಮೆ ನೀಡಬೇಕು ಎಂದು ಒತ್ತಾಯಿಸಿದರು. ಕಾಂಗ್ರೆಸ್ ಪಕ್ಷದಲ್ಲೇ ಒಳಜಗಳ ಹೆಚ್ಚಾಗಿದೆ ಎಂದು ವ್ಯಂಗ್ಯವಾಡಿದರು. <box>30 826 248 917</box>
magenta-registration-dot <box>460 1449 469 1458</box>
story3-byline: (ಹುಬ್ಬಳ್ಳಿ ವರದಿ) <box>98 490 137 498</box>
story2-dateline: ಬಳ್ಳಾರಿ ಅ.20- <box>590 234 626 242</box>
story6-body: ಎಲ್ಲಾ ಮಹಾಪುರುಷರ ಜಯಂತಿಗಳನ್ನು ಆಚರಣೆ ಮಾಡುವಾಗ ಅವರ ವಿಚಾರಧಾರೆಗಳನ್ನು, ಆದರ್ಶಗಳನ್ನು, ಚಿಂತನೆಗಳನ್ನು ಜನಸಾಮಾನ್ಯರಿಗೆ ತಲುಪಿಸುವ ಕೆಲಸ ಮಾಡಬೇಕು. ರಾಮಾಯಣ ಮಹಾಕಾವ್ಯ ರಚಿಸಿದ ಮಹರ್ಷಿ ವಾಲ್ಮೀಕಿ ಜಗತ್ತಿಗೆ ಆದರ್ಶ ಜೀವನದ ಸಂದೇಶ ನೀಡಿದ್ದಾರೆ ಎಂದು ಶಾಸಕ ಲಕ್ಷ್ಮಣ ಸವದಿ ಹೇಳಿದರು. ಪಟ್ಟಣದ ತಾಲೂಕು ಪಂಚಾಯತ ಸಭಾಂಗಣದಲ್ಲಿ ತಾಲೂಕು ಆಡಳಿತ, ತಾಲೂಕು ಪಂಚಾಯತ ಹಾಗೂ ಪುರಸಭೆ ವತಿಯಿಂದ ಹಮ್ಮಿಕೊಂಡಿದ್ದ ಮಹರ್ಷಿ ವಾಲ್ಮೀಕಿ ಜಯಂತಿ ಕಾರ್ಯಕ್ರಮದಲ್ಲಿ ಪಾಲ್ಗೊಂಡು ಮಾತನಾಡಿದ ಅವರು, ಬೇಡರ ಕುಲದಲ್ಲಿ ಜನಿಸಿದ ವಾಲ್ಮೀಕಿ ತಮ್ಮ ತಪಸ್ಸಿನ ಶಕ್ತಿಯಿಂದ ಮಹರ್ಷಿಯಾಗಿ ಬೆಳೆದರು. ಅವರ ಜೀವನ ಎಲ್ಲರಿಗೂ ಪ್ರೇರಣೆಯಾಗಿದೆ. ಸಮಾಜದಲ್ಲಿ ಎಲ್ಲ ಸಮುದಾಯಗಳು ಶಿಕ್ಷಣ, ಆರ್ಥಿಕ ಹಾಗೂ ಸಾಮಾಜಿಕವಾಗಿ ಮುಂದೆ ಬರಬೇಕು. ಮಕ್ಕಳಿಗೆ ಉತ್ತಮ ಶಿಕ್ಷಣ ಕೊಡಿಸಬೇಕು ಎಂದರು. ಉಪನ್ಯಾಸ ನೀಡಿದ ಶಿಕ್ಷಕರು ವಾಲ್ಮೀಕಿಯವರ ಜೀವನ ಚರಿತ್ರೆ, ರಾಮಾಯಣದ ಮೌಲ್ಯಗಳ ಕುರಿತು ವಿವರಿಸಿದರು. ಸಹಬಾಳ್ವೆ, ಸತ್ಯ, ಧರ್ಮ, ಕರ್ತವ್ಯಪ್ರಜ್ಞೆ ರಾಮಾಯಣದ ಪ್ರಮುಖ ಸಂದೇಶಗಳಾಗಿವೆ. ಸಮಾಜದ ಏಳಿಗೆಗೆ ಎಲ್ಲರೂ ಶ್ರಮಿಸಬೇಕು ಎಂದರು. ಈ ವೇಳೆ ಪುರಸಭೆ ಅಧ್ಯಕ್ಷರು, ಉಪಾಧ್ಯಕ್ಷರು, ಸದಸ್ಯರು, ತಹಶೀಲ್ದಾರರು, ತಾಲೂಕು ಪಂಚಾಯತ ಕಾರ್ಯನಿರ್ವಾಹಕ ಅಧಿಕಾರಿಗಳು, ವಿವಿಧ ಇಲಾಖೆಗಳ ಅಧಿಕಾರಿಗಳು, ಸಮಾಜದ ಮುಖಂಡರು ಹಾಗೂ ಸಾರ್ವಜನಿಕರು ಉಪಸ್ಥಿತರಿದ್ದರು. ಮೆರವಣಿಗೆಯಲ್ಲಿ ವಿವಿಧ ಕಲಾತಂಡಗಳು ಪಾಲ್ಗೊಂಡು ಮೆರುಗು ನೀಡಿದವು. ವಾಲ್ಮೀಕಿ ಭಾವಚಿತ್ರದ ಮೆರವಣಿಗೆ ಪಟ್ಟಣದ ಪ್ರಮುಖ ಬೀದಿಗಳಲ್ಲಿ ಸಂಚರಿಸಿತು. ಸಾಧಕರನ್ನು ಸನ್ಮಾನಿಸಲಾಯಿತು. <box>706 592 916 739</box>
black-registration-dot <box>152 1449 161 1458</box>
story7-body-col1: ಗದಗ ಅ.20- ಪ್ರತಿ ಮಗು ವಿಭಿನ್ನ ಸಾಮರ್ಥ್ಯ ಹೊಂದಿರುತ್ತದೆ. ಅದನ್ನು ಗುರುತಿಸಿ ಅವರ ಏಳಿಗೆಗೆ ಪೂರಕವಾದ ತಯಾರಿ ಮಾಡುವುದು ಪ್ರತಿಯೊಬ್ಬ ಶಿಕ್ಷಕರ ಜವಾಬ್ದಾರಿಯಾಗಿದೆ ಎಂದು ಜಿಲ್ಲಾ ಶಿಕ್ಷಣ ಮತ್ತು ತರಬೇತಿ ಸಂಸ್ಥೆಯ ಪ್ರಾಚಾರ್ಯರಾದ ಆರ್.ಎಸ್. ಬುರಡಿ ಹೇಳಿದರು. ನಗರದ ಡಯಟ್ ಸಭಾಂಗಣದಲ್ಲಿ ಹಮ್ಮಿಕೊಂಡಿದ್ದ ಶಿಕ್ಷಕರ ತರಬೇತಿ ಕಾರ್ಯಾಗಾರ ಉದ್ಘಾಟಿಸಿ ಮಾತನಾಡಿದ ಅವರು, ಮಕ್ಕಳ ಕಲಿಕೆಯಲ್ಲಿ ಶಿಕ್ಷಕರ ಪಾತ್ರ ಮಹತ್ವದ್ದಾಗಿದೆ. ಶಿಕ್ಷಕರು ನಿರಂತರ ಕಲಿಕೆಯಲ್ಲಿ ತೊಡಗಿಕೊಳ್ಳಬೇಕು. ಬದಲಾದ ಕಾಲಕ್ಕೆ ತಕ್ಕಂತೆ ಬೋಧನಾ ವಿಧಾನಗಳನ್ನು ಅಳವಡಿಸಿಕೊಳ್ಳಬೇಕು. ತಂತ್ರಜ್ಞಾನವನ್ನು ಸಮರ್ಪಕವಾಗಿ ಬಳಸಿಕೊಳ್ಳಬೇಕು ಎಂದರು. ರಾಷ್ಟ್ರೀಯ ಶಿಕ್ಷಣ ನೀತಿಯ ಉದ್ದೇಶಗಳನ್ನು ಸಾಕಾರಗೊಳಿಸುವಲ್ಲಿ ಶಿಕ್ಷಕರ ಸಹಕಾರ ಅಗತ್ಯ. ಮಕ್ಕಳ ಮನಸ್ಸನ್ನು ಅರಿತು ಬೋಧನೆ ಮಾಡಿದಾಗ ಉತ್ತಮ ಫಲಿತಾಂಶ ಸಾಧ್ಯ. 2009 ರ ಶಿಕ್ಷಣ ಹಕ್ಕು ಕಾಯ್ದೆಯ ಪ್ರಕಾರ 6 ರಿಂದ 14 ವರ್ಷದ ಮಕ್ಕಳಿಗೆ ಉಚಿತ ಹಾಗೂ ಕಡ್ಡಾಯ ಶಿಕ್ಷಣ ನೀಡಬೇಕು. ಶಾಲೆಯಿಂದ ಹೊರಗುಳಿದ ಮಕ್ಕಳನ್ನು ಮರಳಿ ಶಾಲೆಗೆ ಕರೆತರುವ ಕಾರ್ಯ ನಡೆಯಬೇಕು. ಶಿಕ್ಷಕರು ಮಕ್ಕಳ ಮೌಲ್ಯಮಾಪನವನ್ನು ನಿರಂತರವಾಗಿ ಮಾಡಬೇಕು. ಪೋಷಕರೊಂದಿಗೆ ಸಂಪರ್ಕ ಇಟ್ಟುಕೊಳ್ಳಬೇಕು ಎಂದರು. ಕಾರ್ಯಾಗಾರದಲ್ಲಿ ಡಯಟ್ ಉಪನ್ಯಾಸಕರು, ಸಂಪನ್ಮೂಲ ವ್ಯಕ್ತಿಗಳು, ವಿವಿಧ ತಾಲೂಕುಗಳ ಶಿಕ್ಷಕರು ಭಾಗವಹಿಸಿದ್ದರು. ಶಿಕ್ಷಕರು ತರಬೇತಿಯ ಪ್ರಯೋಜನ ಪಡೆದು ತರಗತಿಯಲ್ಲಿ ಅಳವಡಿಸಿಕೊಳ್ಳಬೇಕು ಎಂದು ಸಲಹೆ ನೀಡಿದರು. ಪ್ರಾಸ್ತಾವಿಕವಾಗಿ ಮಾತನಾಡಿದ ಹಿರಿಯ ಉಪನ್ಯಾಸಕರು ಕಾರ್ಯಾಗಾರದ ಉದ್ದೇಶ ವಿವರಿಸಿದರು. ಕೊನೆಯಲ್ಲಿ ವಂದನಾರ್ಪಣೆ ಮಾಡಲಾಯಿತು. <box>256 974 336 1369</box>
registration-marks-left <box>116 1443 164 1462</box>
story7-headline: ಮಗುವಿನ ಏಳಿಗೆಗೆ ಪೂರಕವಾದ ತಯಾರಿ ಶಿಕ್ಷಕರ ಜವಾಬ್ದಾರಿ : ಆರ್‌ಎಸ್ ಬುರಡಿ <box>254 928 696 956</box>
story4-byline: (ಹುಬ್ಬಳ್ಳಿ ವರದಿ) <box>92 814 131 822</box>
cyan-registration-dot <box>116 1449 125 1458</box>
story6-bottom-divider <box>702 1224 918 1225</box>
paper-name: ಹಸಿರು ಕ್ರಾಂತಿ <box>28 27 170 53</box>
protest-group-photo <box>196 98 580 224</box>
section-divider <box>28 438 918 440</box>
story8-headline: ಸಹಕಾರ ರತ್ನ ಪ್ರಶಸ್ತಿಗೆ ಅರ್ಜಿ ಆಹ್ವಾನ <box>702 1230 918 1254</box>
story7-body-col3: ಗದಗ ಅ.20- ಪ್ರತಿ ಮಗು ವಿಭಿನ್ನ ಸಾಮರ್ಥ್ಯ ಹೊಂದಿರುತ್ತದೆ. ಅದನ್ನು ಗುರುತಿಸಿ ಅವರ ಏಳಿಗೆಗೆ ಪೂರಕವಾದ ತಯಾರಿ ಮಾಡುವುದು ಪ್ರತಿಯೊಬ್ಬ ಶಿಕ್ಷಕರ ಜವಾಬ್ದಾರಿಯಾಗಿದೆ ಎಂದು ಜಿಲ್ಲಾ ಶಿಕ್ಷಣ ಮತ್ತು ತರಬೇತಿ ಸಂಸ್ಥೆಯ ಪ್ರಾಚಾರ್ಯರಾದ ಆರ್.ಎಸ್. ಬುರಡಿ ಹೇಳಿದರು. ನಗರದ ಡಯಟ್ ಸಭಾಂಗಣದಲ್ಲಿ ಹಮ್ಮಿಕೊಂಡಿದ್ದ ಶಿಕ್ಷಕರ ತರಬೇತಿ ಕಾರ್ಯಾಗಾರ ಉದ್ಘಾಟಿಸಿ ಮಾತನಾಡಿದ ಅವರು, ಮಕ್ಕಳ ಕಲಿಕೆಯಲ್ಲಿ ಶಿಕ್ಷಕರ ಪಾತ್ರ ಮಹತ್ವದ್ದಾಗಿದೆ. ಶಿಕ್ಷಕರು ನಿರಂತರ ಕಲಿಕೆಯಲ್ಲಿ ತೊಡಗಿಕೊಳ್ಳಬೇಕು. ಬದಲಾದ ಕಾಲಕ್ಕೆ ತಕ್ಕಂತೆ ಬೋಧನಾ ವಿಧಾನಗಳನ್ನು ಅಳವಡಿಸಿಕೊಳ್ಳಬೇಕು. ತಂತ್ರಜ್ಞಾನವನ್ನು ಸಮರ್ಪಕವಾಗಿ ಬಳಸಿಕೊಳ್ಳಬೇಕು ಎಂದರು. ರಾಷ್ಟ್ರೀಯ ಶಿಕ್ಷಣ ನೀತಿಯ ಉದ್ದೇಶಗಳನ್ನು ಸಾಕಾರಗೊಳಿಸುವಲ್ಲಿ ಶಿಕ್ಷಕರ ಸಹಕಾರ ಅಗತ್ಯ. ಮಕ್ಕಳ ಮನಸ್ಸನ್ನು ಅರಿತು ಬೋಧನೆ ಮಾಡಿದಾಗ ಉತ್ತಮ ಫಲಿತಾಂಶ ಸಾಧ್ಯ. 2009 ರ ಶಿಕ್ಷಣ ಹಕ್ಕು ಕಾಯ್ದೆಯ ಪ್ರಕಾರ 6 ರಿಂದ 14 ವರ್ಷದ ಮಕ್ಕಳಿಗೆ ಉಚಿತ ಹಾಗೂ ಕಡ್ಡಾಯ ಶಿಕ್ಷಣ ನೀಡಬೇಕು. ಶಾಲೆಯಿಂದ ಹೊರಗುಳಿದ ಮಕ್ಕಳನ್ನು ಮರಳಿ ಶಾಲೆಗೆ ಕರೆತರುವ ಕಾರ್ಯ ನಡೆಯಬೇಕು. ಶಿಕ್ಷಕರು ಮಕ್ಕಳ ಮೌಲ್ಯಮಾಪನವನ್ನು ನಿರಂತರವಾಗಿ ಮಾಡಬೇಕು. ಪೋಷಕರೊಂದಿಗೆ ಸಂಪರ್ಕ ಇಟ್ಟುಕೊಳ್ಳಬೇಕು ಎಂದರು. ಕಾರ್ಯಾಗಾರದಲ್ಲಿ ಡಯಟ್ ಉಪನ್ಯಾಸಕರು, ಸಂಪನ್ಮೂಲ ವ್ಯಕ್ತಿಗಳು, ವಿವಿಧ ತಾಲೂಕುಗಳ ಶಿಕ್ಷಕರು ಭಾಗವಹಿಸಿದ್ದರು. ಶಿಕ್ಷಕರು ತರಬೇತಿಯ ಪ್ರಯೋಜನ ಪಡೆದು ತರಗತಿಯಲ್ಲಿ ಅಳವಡಿಸಿಕೊಳ್ಳಬೇಕು ಎಂದು ಸಲಹೆ ನೀಡಿದರು. ಪ್ರಾಸ್ತಾವಿಕವಾಗಿ ಮಾತನಾಡಿದ ಹಿರಿಯ ಉಪನ್ಯಾಸಕರು ಕಾರ್ಯಾಗಾರದ ಉದ್ದೇಶ ವಿವರಿಸಿದರು. ಕೊನೆಯಲ್ಲಿ ವಂದನಾರ್ಪಣೆ ಮಾಡಲಾಯಿತು. <box>420 1142 696 1261</box>
story2-headline: ಕರುನಾಡ ಕಣ್ಮಣಿ ಪ್ರಶಸ್ತಿಗೆ ಭಾಜನರಾದ ಸೂಲಗಿತ್ತಿ ಕಮಲಮ್ಮನವರಿಗೆ ಸನ್ಮಾನ <box>590 64 918 88</box>
story3-body-a: ಹುಬ್ಬಳ್ಳಿ ಅ.20- ಉಪ ಚುನಾವಣೆಗೆ ಸಂಬಂಧಿಸಿ ನಮಗೆ ಚನ್ನಪಟ್ಟಣ ಕ್ಷೇತ್ರದ ಬಗ್ಗೆ ಹಪಾಹಪಿ ಇಲ್ಲ. ಎನ್‌ಡಿಎ ಮುಖಂಡರು ತೀರ್ಮಾನಿಸುವ ಅಭ್ಯರ್ಥಿಗೆ ನಾವು ಬೆಂಬಲ ನೀಡುತ್ತೇವೆ ಎಂದು ಯುವ ಜೆಡಿಎಸ್ ರಾಜ್ಯಾಧ್ಯಕ್ಷ ನಿಖಿಲ್ ಕುಮಾರಸ್ವಾಮಿ ಹೇಳಿದರು. ಸುದ್ದಿಗಾರರೊಂದಿಗೆ ಮಾತನಾಡಿದ ಅವರು, ಚನ್ನಪಟ್ಟಣ ಕ್ಷೇತ್ರಕ್ಕೆ ಸಂಬಂಧಿಸಿ ದೇವೇಗೌಡರ 62 ವರ್ಷಗಳ ರಾಜಕೀಯ ಅನುಭವದಲ್ಲಿ ಕ್ಷೇತ್ರಕ್ಕೆ ಅತಿ ಹೆಚ್ಚು ಕೊಡುಗೆ ನೀಡಿದ್ದಾರೆ. ಬಿಜೆಪಿ ಹಾಗೂ ಜೆಡಿಎಸ್ ಮೈತ್ರಿಯ ಅಭ್ಯರ್ಥಿ ಆಯ್ಕೆ ಮಾಡಲಿದ್ದೇವೆ. ಈ ಬಗ್ಗೆ ಎರಡೂ ಪಕ್ಷಗಳ ವರಿಷ್ಠರು ಚರ್ಚಿಸಿ ನಿರ್ಧಾರ ಕೈಗೊಳ್ಳಲಿದ್ದಾರೆ ಎಂದರು. ಶಿಗ್ಗಾಂವಿ ಮತ್ತು ಸಂಡೂರು ಕ್ಷೇತ್ರದಲ್ಲೂ ಎನ್‌ಡಿಎ ಅಭ್ಯರ್ಥಿಗಳು ಗೆಲುವು ಸಾಧಿಸಲಿದ್ದಾರೆ. ರಾಜ್ಯ ಸರ್ಕಾರದ ವೈಫಲ್ಯಗಳನ್ನು ಜನರ ಮುಂದಿಡುತ್ತೇವೆ ಎಂದು ನಿಖಿಲ್ ಕುಮಾರಸ್ವಾಮಿ ತಿಳಿಸಿದರು. <box>110 500 248 610</box>
magenta-registration-dot <box>802 1449 811 1458</box>
